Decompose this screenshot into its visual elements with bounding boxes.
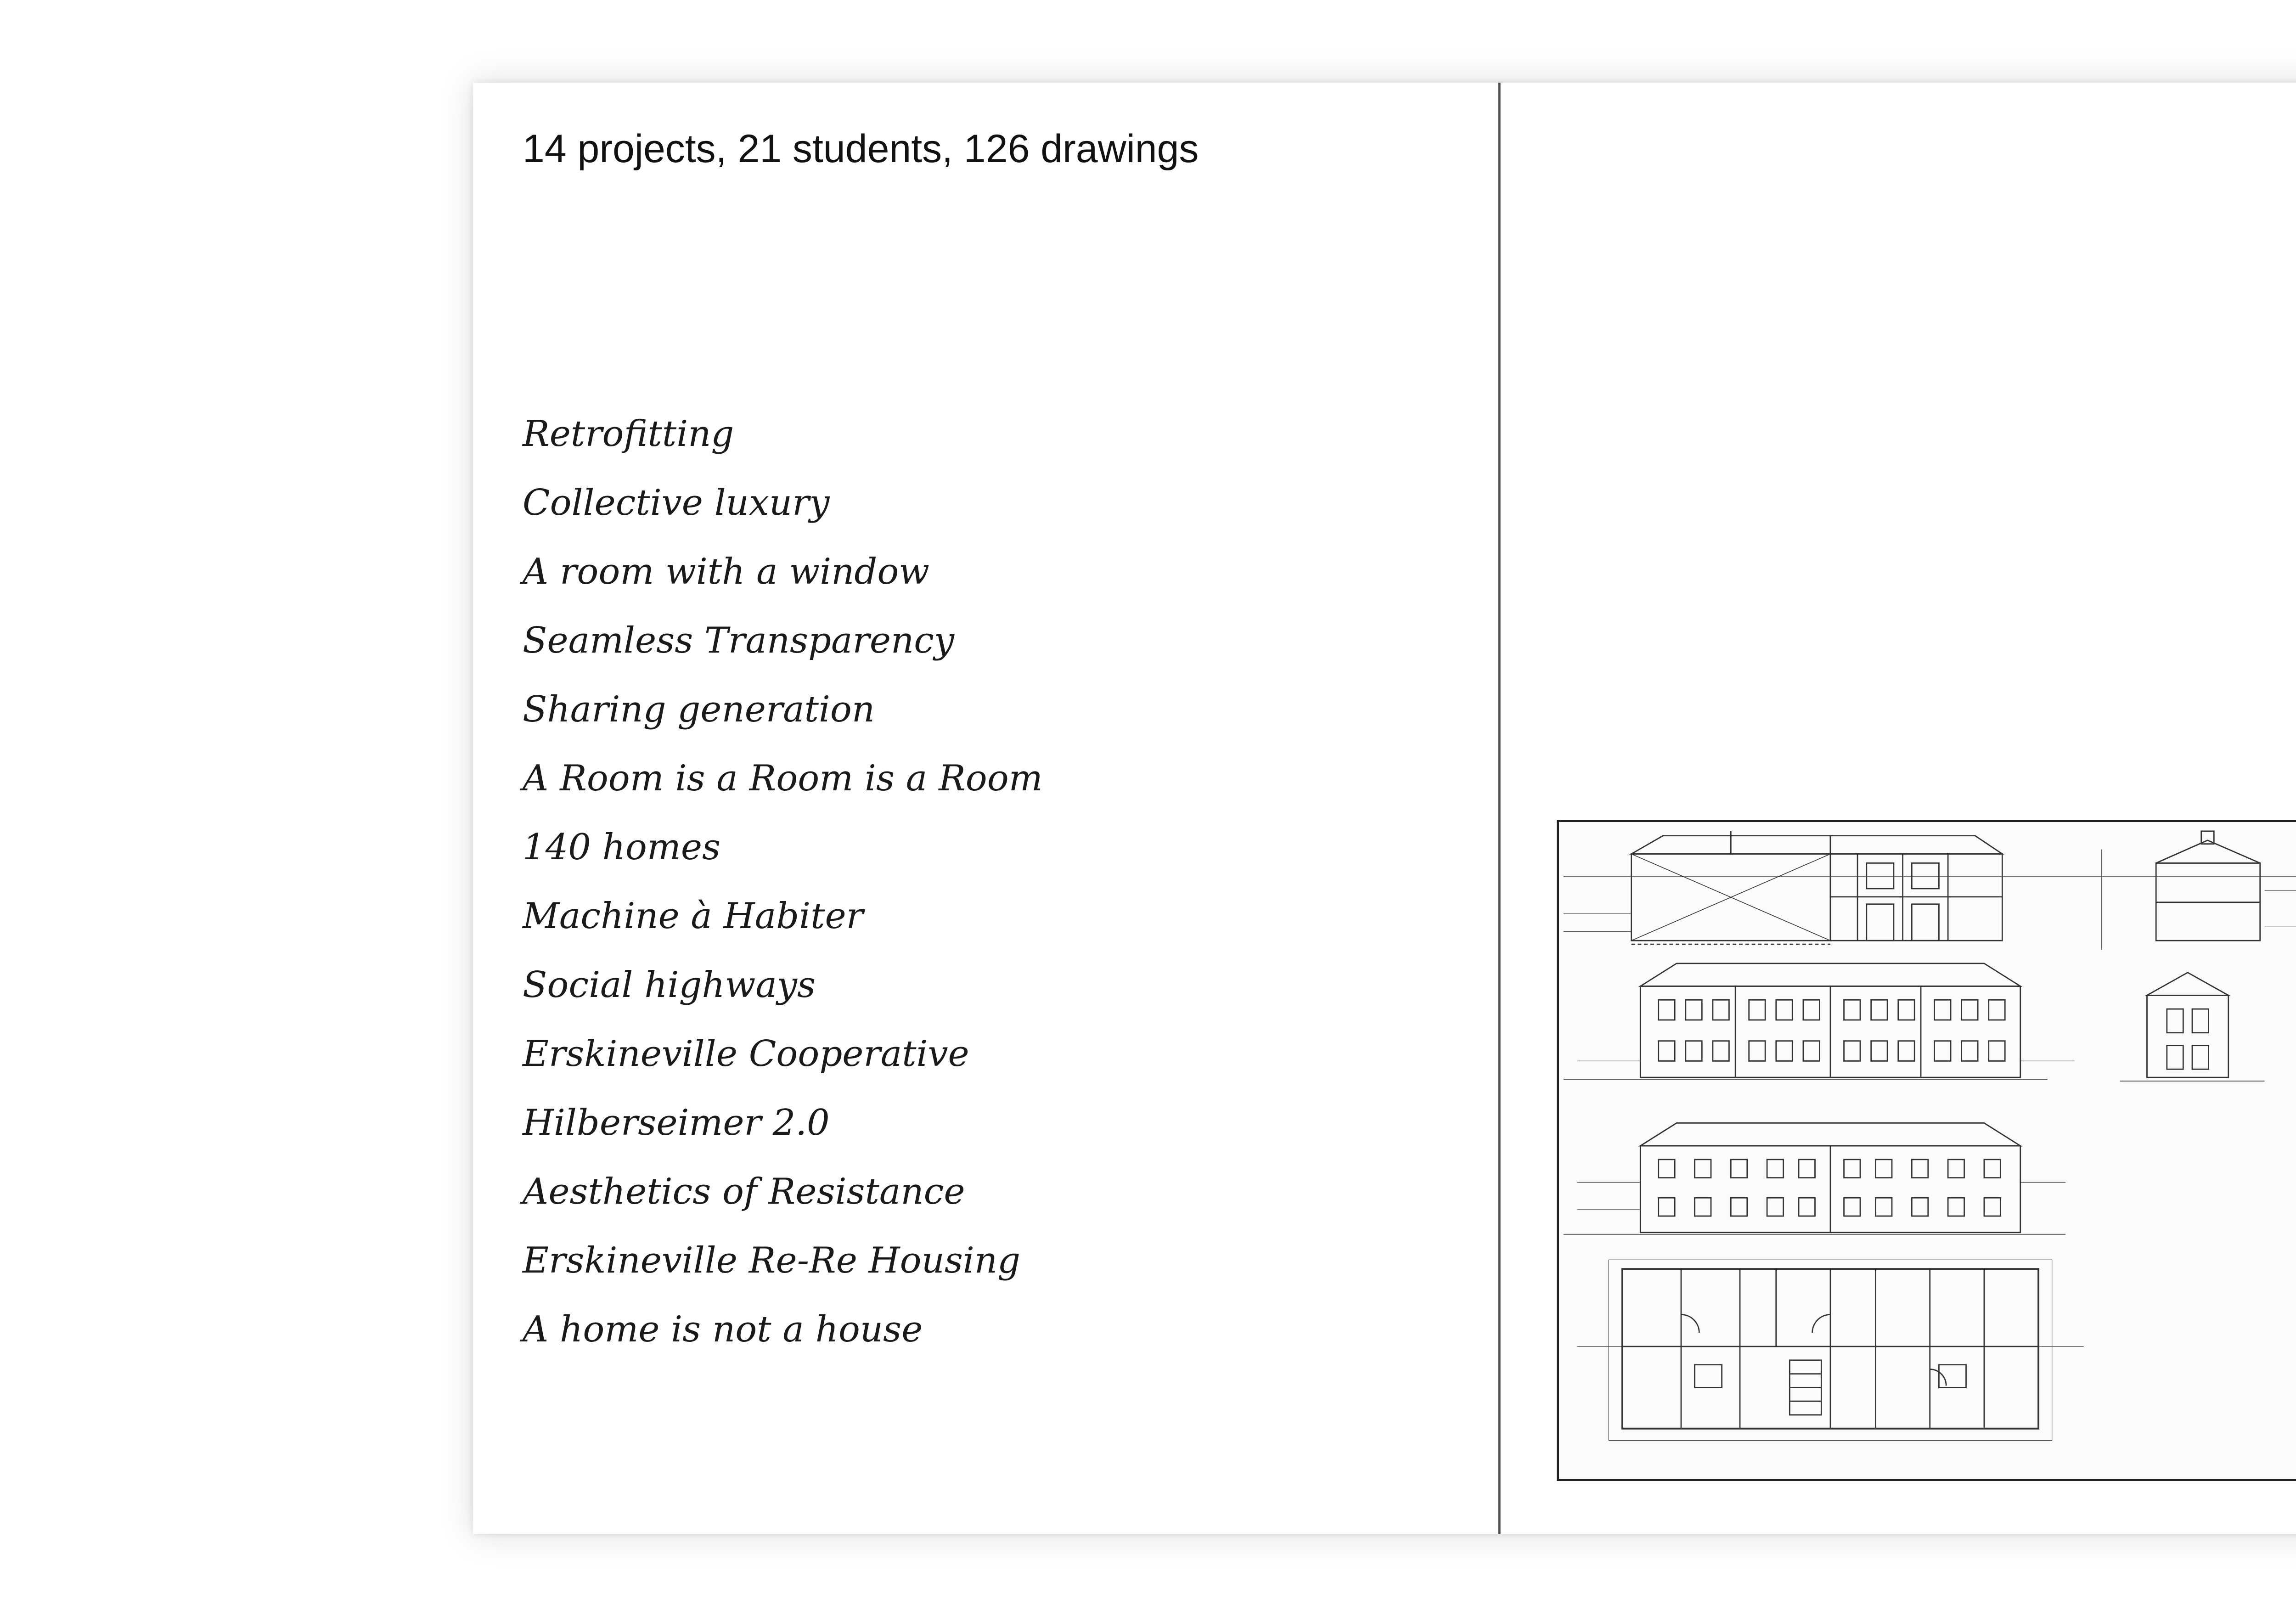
book-spread (473, 83, 2296, 1534)
project-title-list (523, 400, 1043, 1364)
project-title: Machine à Habiter (523, 896, 863, 937)
building-elevation-drawing (1564, 963, 2265, 1081)
project-title: A Room is a Room is a Room (523, 758, 1043, 799)
floor-plan-drawing (1577, 1260, 2083, 1440)
project-title: A room with a window (523, 551, 930, 592)
project-title: Sharing generation (523, 689, 875, 730)
project-title: Erskineville Cooperative (523, 1033, 969, 1075)
project-title: Aesthetics of Resistance (523, 1171, 965, 1212)
right-page (1501, 83, 2296, 1534)
project-title: Hilberseimer 2.0 (523, 1102, 830, 1143)
project-title: A home is not a house (523, 1309, 923, 1350)
architectural-drawing-icon (1557, 820, 2296, 1481)
project-title: Seamless Transparency (523, 620, 954, 661)
project-title: Retrofitting (523, 413, 734, 455)
left-page (473, 83, 1498, 1534)
project-title: Social highways (523, 964, 816, 1006)
building-rear-elevation-drawing (1564, 1123, 2065, 1234)
project-title: Erskineville Re-Re Housing (523, 1240, 1021, 1281)
project-title: Collective luxury (523, 482, 830, 524)
project-title: 140 homes (523, 827, 721, 868)
page-heading: 14 projects, 21 students, 126 drawings (523, 127, 1199, 171)
building-section-drawing (1564, 831, 2296, 950)
